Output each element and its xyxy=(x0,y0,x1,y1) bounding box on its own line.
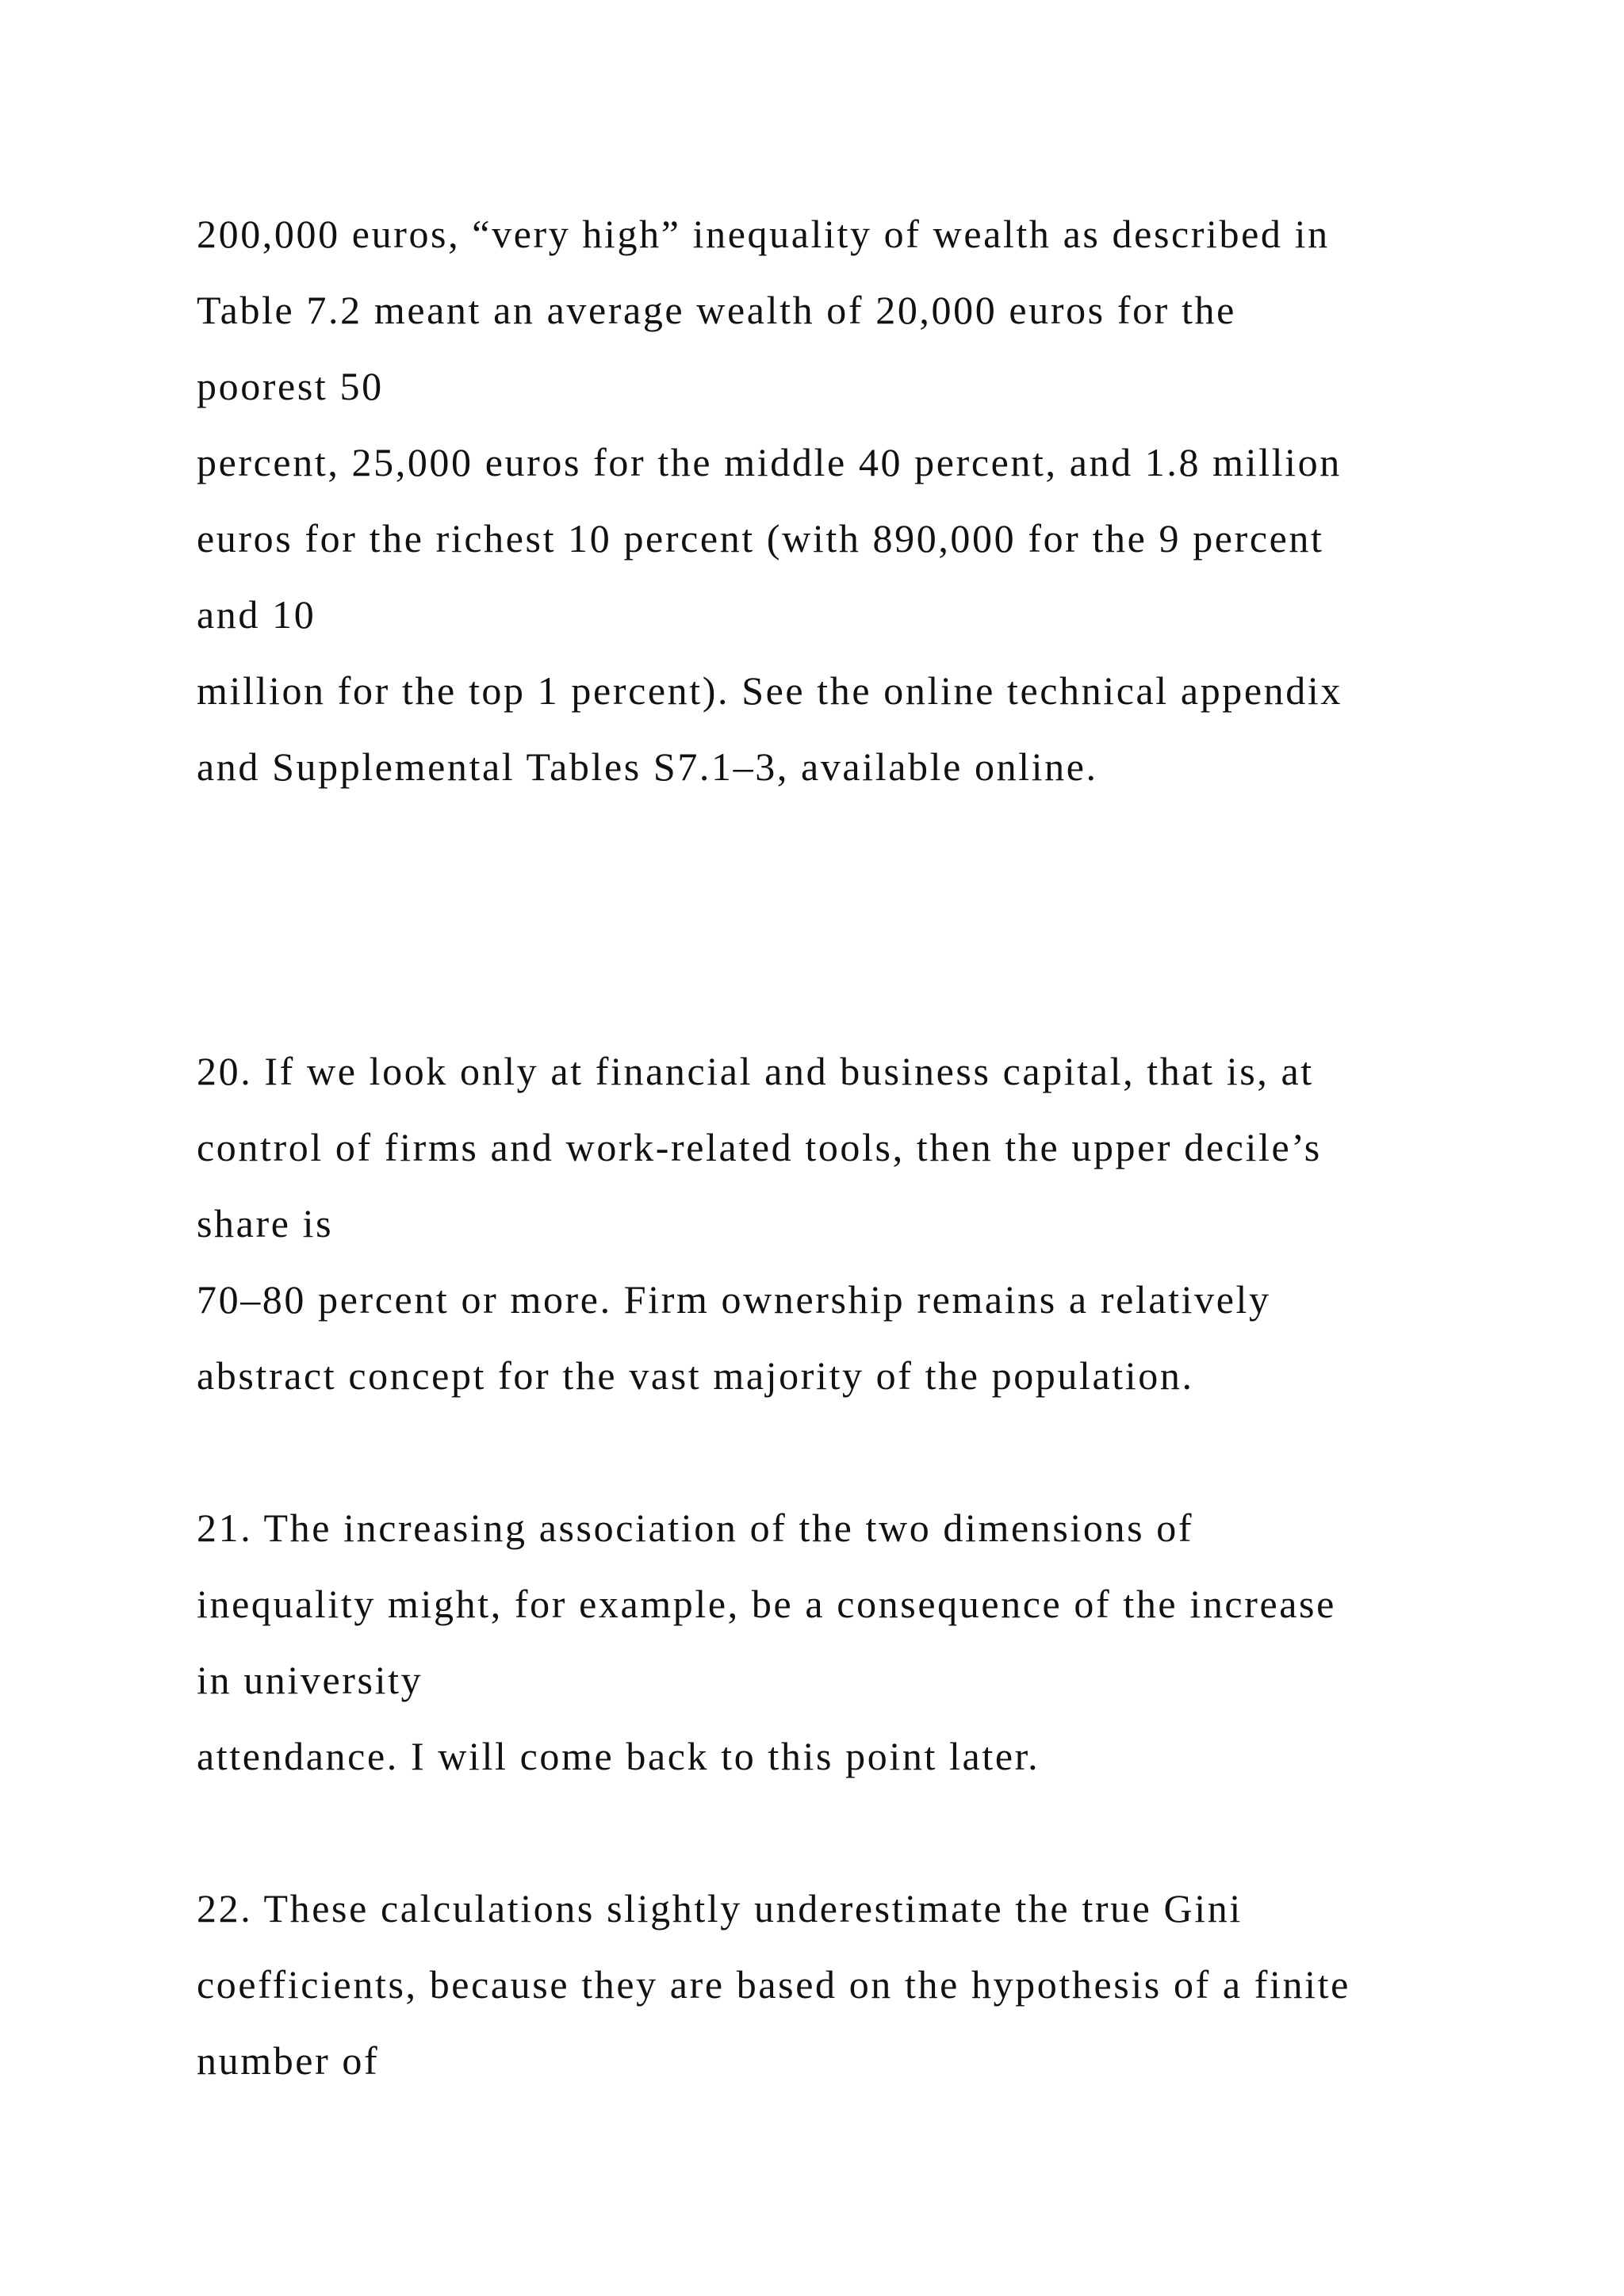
text-line: abstract concept for the vast majority of the population. xyxy=(197,1353,1194,1398)
text-line: number of xyxy=(197,2038,380,2083)
text-line: and Supplemental Tables S7.1–3, available online. xyxy=(197,744,1098,789)
paragraph-spacer xyxy=(197,1794,1545,1870)
text-line: attendance. I will come back to this point later. xyxy=(197,1734,1040,1778)
note-19-continuation xyxy=(197,196,1545,805)
paragraph-spacer xyxy=(197,1414,1545,1490)
text-line: million for the top 1 percent). See the online technical appendix xyxy=(197,668,1342,713)
text-line: 20. If we look only at financial and business capital, that is, at xyxy=(197,1049,1314,1093)
text-line: euros for the richest 10 percent (with 890,000 for the 9 percent xyxy=(197,516,1324,561)
text-line: and 10 xyxy=(197,592,316,637)
text-line: share is xyxy=(197,1201,334,1246)
text-line: control of firms and work-related tools, then the upper decile’s xyxy=(197,1125,1322,1169)
note-22 xyxy=(197,1870,1545,2099)
text-line: coefficients, because they are based on the hypothesis of a finite xyxy=(197,1962,1350,2007)
note-20 xyxy=(197,1033,1545,1414)
paragraph-spacer xyxy=(197,805,1545,1033)
text-line: in university xyxy=(197,1658,423,1702)
text-line: Table 7.2 meant an average wealth of 20,000 euros for the xyxy=(197,288,1236,332)
document-page xyxy=(197,196,1545,2099)
text-line: percent, 25,000 euros for the middle 40 percent, and 1.8 million xyxy=(197,440,1342,484)
text-line: inequality might, for example, be a consequence of the increase xyxy=(197,1582,1336,1626)
note-21 xyxy=(197,1490,1545,1794)
text-line: 200,000 euros, “very high” inequality of wealth as described in xyxy=(197,212,1330,256)
text-line: 22. These calculations slightly underestimate the true Gini xyxy=(197,1886,1243,1931)
text-line: poorest 50 xyxy=(197,364,384,408)
text-line: 21. The increasing association of the two dimensions of xyxy=(197,1506,1194,1550)
text-line: 70–80 percent or more. Firm ownership remains a relatively xyxy=(197,1277,1271,1322)
